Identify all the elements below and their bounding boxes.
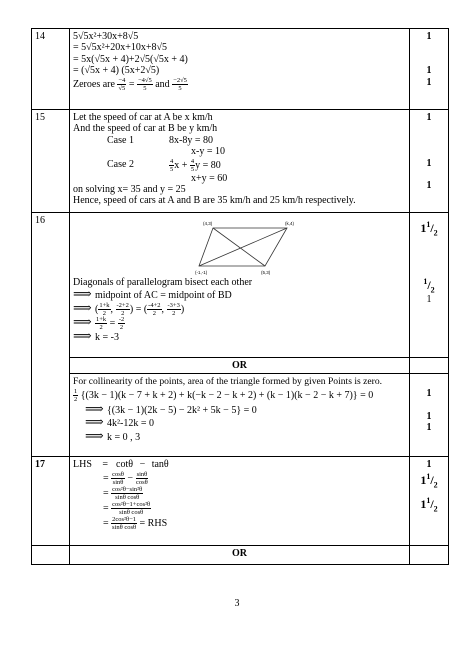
q16-eq: ⟹ $\frac{1+k}{2}$ = $\frac{-2}{2}$ bbox=[73, 313, 125, 332]
q15-line-1: Let the speed of car at A be x km/h bbox=[73, 112, 213, 123]
parallelogram-figure bbox=[195, 219, 315, 277]
q15-number: 15 bbox=[32, 110, 70, 213]
q14-line-3: = 5x(√5x + 4)+2√5(√5x + 4) bbox=[73, 53, 188, 65]
q16-or: OR bbox=[70, 358, 410, 374]
q14-zeroes: Zeroes are $\frac{-4}{√5}$ = $\frac{-4√5}{5}$ and $\frac{-2√5}{5}$ bbox=[73, 76, 187, 92]
q16-mark-b: $^1/_2$ bbox=[423, 277, 435, 295]
q17-row bbox=[32, 457, 449, 546]
q14-number: 14 bbox=[32, 29, 70, 110]
vertex-label-1: (4,3) bbox=[203, 221, 213, 226]
marking-scheme-table bbox=[31, 28, 449, 565]
q16-alt-eq1: $\frac{1}{2}$ {(3k − 1)(k − 7 + k + 2) + k(−k − 2 − k + 2) + (k − 1)(k − 2 − k + 7)} = 0 bbox=[74, 387, 374, 403]
q15-case1-eq: x-y = 10 bbox=[191, 146, 225, 158]
q14-mark-1: 1 bbox=[426, 31, 432, 42]
diagonal-ac bbox=[213, 228, 265, 266]
diagonal-bd bbox=[199, 228, 287, 266]
q17-step-4: = $\frac{\text{2cos²θ−1}}{\text{sinθ cosθ}}$ = RHS bbox=[103, 515, 168, 531]
q17-mark-c: $1^1/_2$ bbox=[420, 495, 438, 514]
q14-line-1: 5√5x²+30x+8√5 bbox=[73, 31, 139, 42]
q16-k: ⟹ k = -3 bbox=[73, 327, 119, 343]
q16-alt-eq3: ⟹ 4k²-12k = 0 bbox=[85, 414, 154, 430]
q14-row bbox=[32, 29, 449, 110]
q17-step-3: = $\frac{\text{cos²θ−1+cos²θ}}{\text{sinθ cosθ}}$ bbox=[103, 500, 151, 516]
q16-alt-row bbox=[32, 374, 449, 457]
q15-case2: Case 2 $\frac{4}{5}$ x + $\frac{4}{5}$ y = 80 bbox=[107, 157, 221, 173]
q16-row bbox=[32, 213, 449, 358]
q17-or: OR bbox=[70, 546, 410, 565]
q17-mark-b: $1^1/_2$ bbox=[420, 471, 438, 490]
q17-solution bbox=[70, 457, 410, 546]
vertex-label-3: (-1,-1) bbox=[195, 270, 208, 275]
q15-solve: on solving x= 35 and y = 25 bbox=[73, 184, 186, 196]
q16-solution bbox=[70, 213, 410, 358]
q17-step-2: = $\frac{\text{cos²θ−sin²θ}}{\text{sinθ cosθ}}$ bbox=[103, 485, 143, 501]
q16-alt-intro: For collinearity of the points, area of the triangle formed by given Points is zero. bbox=[73, 376, 383, 388]
vertex-label-4: (5,3) bbox=[261, 270, 271, 275]
q16-alt-solution bbox=[70, 374, 410, 457]
q15-case2-eq: x+y = 60 bbox=[191, 172, 228, 184]
vertex-label-2: (k,4) bbox=[285, 221, 294, 226]
q16-diagonals: Diagonals of parallelogram bisect each other bbox=[73, 277, 253, 288]
q16-coords: ⟹ ( $\frac{1+k}{2}$ , $\frac{-2+2}{2}$ ) = ( $\frac{-4+2}{2}$ , $\frac{-3+3}{2}$ ) bbox=[73, 299, 185, 318]
q15-line-2: And the speed of car at B be y km/h bbox=[73, 123, 218, 135]
q16-or-row bbox=[32, 358, 449, 374]
q16-mark-a: $1^1/_2$ bbox=[420, 220, 438, 238]
q15-marks: 1 1 1 bbox=[410, 110, 449, 213]
zeroes-label: Zeroes are bbox=[73, 78, 115, 90]
q14-mark-3: 1 bbox=[426, 76, 432, 88]
q14-solution bbox=[70, 29, 410, 110]
zero-fraction-2: $\frac{-4√5}{5}$ bbox=[137, 76, 152, 92]
q16-midpoint: ⟹ midpoint of AC = midpoint of BD bbox=[73, 286, 232, 302]
q17-or-row bbox=[32, 546, 449, 565]
page-number: 3 bbox=[234, 598, 240, 609]
zero-fraction-1: $\frac{-4}{√5}$ bbox=[118, 76, 126, 92]
q16-number: 16 bbox=[32, 213, 70, 358]
q14-line-4: = (√5x + 4) (5x+2√5) bbox=[73, 65, 160, 77]
and-text: and bbox=[155, 78, 170, 90]
q15-conclusion: Hence, speed of cars at A and B are 35 km/h and 25 km/h respectively. bbox=[73, 195, 356, 207]
q17-lhs: LHS = cotθ − tanθ bbox=[73, 459, 169, 471]
q16-alt-eq4: ⟹ k = 0 , 3 bbox=[85, 427, 141, 443]
q14-marks bbox=[410, 29, 449, 110]
q16-alt-eq2: ⟹ {(3k − 1)(2k − 5) − 2k² + 5k − 5} = 0 bbox=[85, 400, 257, 416]
q15-solution bbox=[70, 110, 410, 213]
q17-number: 17 bbox=[32, 457, 70, 546]
q16-alt-marks: 1 1 1 bbox=[410, 374, 449, 457]
q16-mark-c: 1 bbox=[426, 293, 432, 305]
zero-fraction-3: $\frac{-2√5}{5}$ bbox=[173, 76, 187, 92]
q14-line-2: = 5√5x²+20x+10x+8√5 bbox=[73, 42, 168, 54]
q14-mark-2: 1 bbox=[426, 65, 432, 77]
q17-marks: 1 $1^1/_2$ $1^1/_2$ bbox=[410, 457, 449, 546]
q17-step-1: = $\frac{\cos\theta}{\sin\theta}$ − $\frac{\sin\theta}{\cos\theta}$ bbox=[103, 470, 148, 486]
q15-case1: Case 1 8x-8y = 80 bbox=[107, 134, 213, 146]
q16-marks bbox=[410, 213, 449, 358]
q15-row bbox=[32, 110, 449, 213]
